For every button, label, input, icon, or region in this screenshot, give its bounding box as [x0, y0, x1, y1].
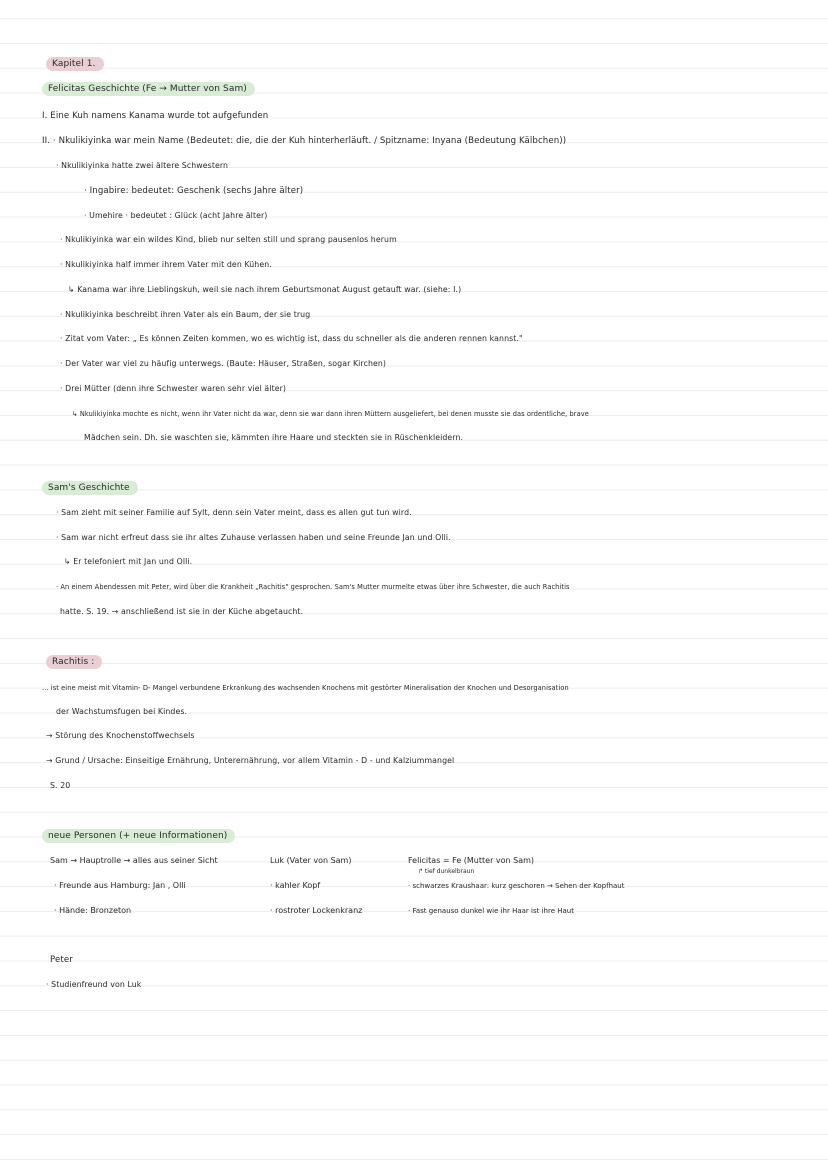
text-line: · Ingabire: bedeutet: Geschenk (sechs Jahre älter) — [84, 186, 304, 196]
luk-info-0: Luk (Vater von Sam) — [270, 856, 352, 865]
chapter-heading: Kapitel 1. — [46, 57, 104, 71]
text-line: der Wachstumsfugen bei Kindes. — [56, 707, 188, 716]
text-line: ... ist eine meist mit Vitamin- D- Mangel verbundene Erkrankung des wachsenden Knochens mit gestörter Mineralisation der Knochen und Desorganisation — [42, 684, 569, 692]
text-line: · Nkulikiyinka war ein wildes Kind, blieb nur selten still und sprang pausenlos herum — [60, 235, 397, 244]
text-line: · Nkulikiyinka hatte zwei ältere Schwestern — [56, 161, 229, 170]
sam-info-0: Sam → Hauptrolle → alles aus seiner Sicht — [50, 856, 218, 865]
text-line: ↳ Er telefoniert mit Jan und Olli. — [64, 557, 193, 566]
text-line: · Zitat vom Vater: „ Es können Zeiten kommen, wo es wichtig ist, dass du schneller als die anderen rennen kannst." — [60, 334, 523, 343]
text-line: II. · Nkulikiyinka war mein Name (Bedeutet: die, die der Kuh hinterherläuft. / Spitzname: Inyana (Bedeutung Kälbchen)) — [42, 136, 567, 146]
peter-info-0: · Studienfreund von Luk — [46, 980, 142, 989]
text-line: · An einem Abendessen mit Peter, wird über die Krankheit „Rachitis" gesprochen. Sam's Mutter murmelte etwas über ihre Schwester, die auch Rachitis — [56, 583, 570, 591]
felicitas-info-1: ↱ tief dunkelbraun — [418, 868, 475, 875]
felicitas-info-0: Felicitas = Fe (Mutter von Sam) — [408, 856, 535, 865]
text-line: · Nkulikiyinka half immer ihrem Vater mit den Kühen. — [60, 260, 272, 269]
sam-title: Sam's Geschichte — [42, 481, 138, 495]
text-line: · Drei Mütter (denn ihre Schwester waren sehr viel älter) — [60, 384, 287, 393]
neue-personen-title: neue Personen (+ neue Informationen) — [42, 829, 235, 843]
text-line: S. 20 — [50, 781, 71, 790]
text-line: · Nkulikiyinka beschreibt ihren Vater als ein Baum, der sie trug — [60, 310, 311, 319]
text-line: ↳ Nkulikiyinka mochte es nicht, wenn ihr Vater nicht da war, denn sie war dann ihren Müttern ausgeliefert, bei denen musste sie das ordentliche, brave — [72, 410, 589, 418]
text-line: · Sam war nicht erfreut dass sie ihr altes Zuhause verlassen haben und seine Freunde Jan und Olli. — [56, 533, 451, 542]
text-line: · Sam zieht mit seiner Familie auf Sylt, denn sein Vater meint, dass es allen gut tun wird. — [56, 508, 412, 517]
text-line: Mädchen sein. Dh. sie waschten sie, kämmten ihre Haare und steckten sie in Rüschenkleidern. — [84, 433, 464, 442]
felicitas-info-2: · schwarzes Kraushaar: kurz geschoren → Sehen der Kopfhaut — [408, 882, 625, 890]
text-line: · Umehire · bedeutet : Glück (acht Jahre älter) — [84, 211, 268, 220]
sam-info-1: · Freunde aus Hamburg: Jan , Olli — [54, 881, 186, 890]
text-line: · Der Vater war viel zu häufig unterwegs. (Baute: Häuser, Straßen, sogar Kirchen) — [60, 359, 387, 368]
text-line: hatte. S. 19. → anschließend ist sie in der Küche abgetaucht. — [60, 607, 304, 616]
rachitis-title: Rachitis : — [46, 655, 102, 669]
peter-title: Peter — [50, 955, 73, 965]
text-line: I. Eine Kuh namens Kanama wurde tot aufgefunden — [42, 111, 269, 121]
text-line: → Störung des Knochenstoffwechsels — [46, 731, 195, 740]
sam-info-2: · Hände: Bronzeton — [54, 906, 132, 915]
text-line: → Grund / Ursache: Einseitige Ernährung, Unterernährung, vor allem Vitamin - D - und Kalziummangel — [46, 756, 455, 765]
felicitas-info-3: · Fast genauso dunkel wie ihr Haar ist ihre Haut — [408, 907, 574, 915]
luk-info-1: · kahler Kopf — [270, 881, 321, 890]
luk-info-2: · rostroter Lockenkranz — [270, 906, 363, 915]
text-line: ↳ Kanama war ihre Lieblingskuh, weil sie nach ihrem Geburtsmonat August getauft war. (siehe: I.) — [68, 285, 462, 294]
felicitas-title: Felicitas Geschichte (Fe → Mutter von Sam) — [42, 82, 255, 96]
